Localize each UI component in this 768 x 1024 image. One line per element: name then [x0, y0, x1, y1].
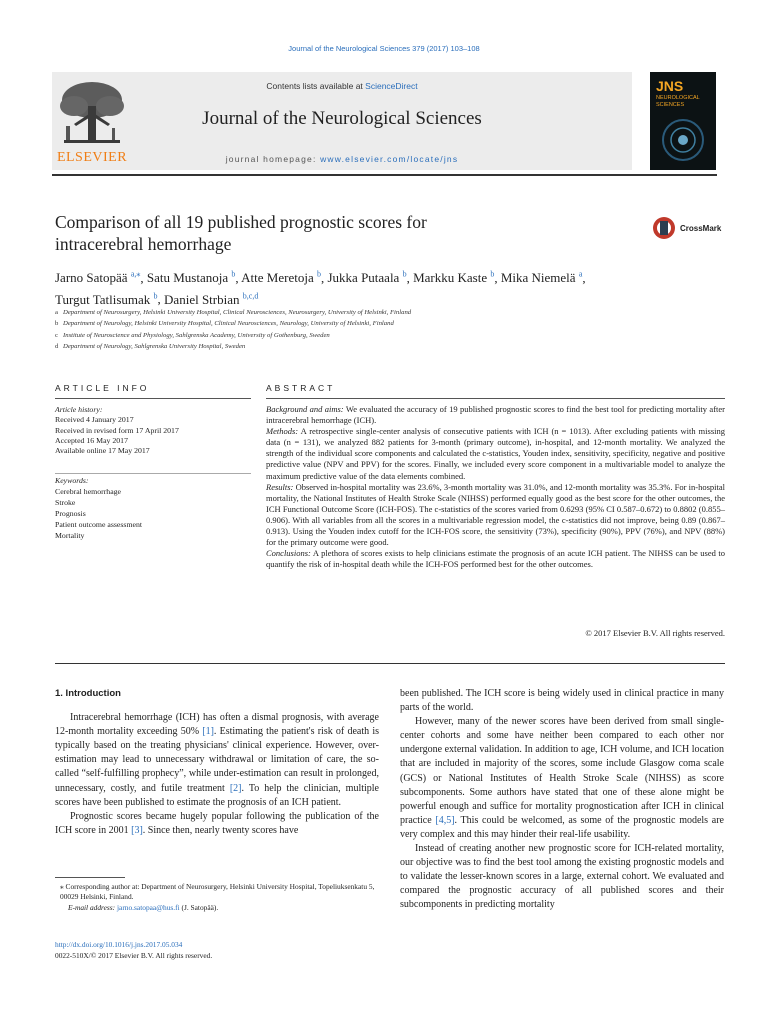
abstract-background: Background and aims: We evaluated the accuracy of 19 published prognostic scores to find the best tool for predicting mortality after intracerebral hemorrhage (ICH). — [266, 404, 725, 426]
body-column-right — [400, 687, 724, 913]
affiliation-item: d Department of Neurology, Sahlgrenska University Hospital, Sweden — [55, 343, 246, 351]
footnote-text: ⁎ Corresponding author at: Department of Neurosurgery, Helsinki University Hospital, Topeliuksenkatu 5, 00029 Helsinki, Finland. — [60, 882, 375, 902]
journal-cover-image — [650, 72, 716, 170]
abstract-bottom-divider — [55, 663, 725, 664]
abstract-divider — [266, 398, 725, 399]
keyword-item: Mortality — [55, 530, 85, 540]
cover-subtitle: NEUROLOGICAL SCIENCES — [656, 95, 700, 108]
author[interactable]: Satu Mustanoja $^b$ — [146, 270, 236, 286]
keywords-divider — [55, 473, 251, 474]
section-heading-introduction: 1. Introduction — [55, 688, 121, 699]
author[interactable]: Turgut Tatlisumak $^b$ — [55, 291, 158, 307]
abstract-copyright: © 2017 Elsevier B.V. All rights reserved. — [585, 628, 725, 638]
reference-link[interactable]: [3] — [131, 824, 143, 836]
crossmark-button[interactable] — [652, 213, 727, 245]
author[interactable]: Jarno Satopää $^{a,⁎}$ — [55, 270, 141, 286]
reference-link[interactable]: [2] — [229, 782, 242, 794]
affiliation-item: b Department of Neurology, Helsinki University Hospital, Clinical Neurosciences, Neurology, University of Helsinki, Finland — [55, 320, 394, 328]
masthead-divider — [52, 174, 717, 176]
footnote-email-line: E-mail address: jarno.satopaa@hus.fi (J. Satopää). — [68, 902, 219, 912]
cover-graphic-icon — [658, 112, 708, 167]
author[interactable]: Mika Niemelä $^a$ — [500, 270, 583, 286]
history-label: Article history: — [55, 405, 103, 414]
author[interactable]: Daniel Strbian $^{b,c,d}$ — [164, 291, 259, 307]
journal-title: Journal of the Neurological Sciences — [202, 108, 482, 129]
keyword-item: Prognosis — [55, 508, 86, 518]
article-info-divider — [55, 398, 251, 399]
reference-link[interactable]: [4,5] — [435, 814, 455, 826]
doi-block — [55, 940, 212, 961]
reference-link[interactable]: [1] — [202, 726, 214, 738]
body-paragraph: However, many of the newer scores have been derived from small single-center cohorts and some have neither been compared to each other nor undergone external validation. In addition to age, ICH volume, and ICH location that are included in majority of the scores, some include Glasgow coma scale (GCS) or National Institutes of Health Stroke Scale (NIHSS) as score subcomponents. Some authors have stated that one of these alone might be powerful enough and suffice for mortality prognostication after ICH in clinical practice [4,5]. This could be welcomed, as some of the prognostic models are very complex and this may hinder their real-life usability. — [400, 716, 724, 840]
doi-link[interactable]: http://dx.doi.org/10.1016/j.jns.2017.05.034 — [55, 940, 183, 949]
journal-homepage-link[interactable]: www.elsevier.com/locate/jns — [320, 154, 459, 164]
title-line-1: Comparison of all 19 published prognostic scores for — [55, 212, 427, 232]
title-line-2: intracerebral hemorrhage — [55, 234, 232, 254]
crossmark-label: CrossMark — [680, 224, 722, 233]
contents-prefix: Contents lists available at — [266, 81, 366, 91]
sciencedirect-link[interactable]: ScienceDirect — [365, 81, 418, 91]
journal-citation-link[interactable]: Journal of the Neurological Sciences 379 (2017) 103–108 — [288, 44, 480, 53]
abstract-results: Results: Observed in-hospital mortality was 23.6%, 3-month mortality was 31.0%, and 12-month mortality was 35.3%. For in-hospital mortality, the National Institutes of Health Stroke Scale (NIHSS) performed equally good as the best score for the other outcomes, the ICH Functional Outcome Score (ICH-FOS). The c-statistics of the scores varied from 0.6293 (95% CI 0.587–0.672) to 0.8802 (0.855–0.906). With all variables from all the scores in a multivariable regression model, the c-statistics did not improve, being 0.89 (0.867–0.913). Using the Youden index cutoff for the ICH-FOS score, the sensitivity (73%), specificity (90%), PPV (76%), and NPV (88%) for the primary outcome were good. — [266, 481, 725, 548]
article-history — [55, 405, 251, 456]
keyword-item: Cerebral hemorrhage — [55, 486, 122, 496]
author[interactable]: Markku Kaste $^b$ — [413, 270, 495, 286]
author[interactable]: Atte Meretoja $^b$ — [241, 270, 321, 286]
history-item: Received in revised form 17 April 2017 — [55, 425, 179, 435]
contents-available-line — [52, 81, 632, 91]
article-info-heading: ARTICLE INFO — [55, 383, 150, 393]
cover-logo: JNS — [656, 78, 684, 94]
body-column-left — [55, 687, 379, 838]
journal-homepage-line — [52, 154, 632, 164]
email-link[interactable]: jarno.satopaa@hus.fi — [117, 902, 180, 912]
history-item: Accepted 16 May 2017 — [55, 435, 128, 445]
keyword-item: Stroke — [55, 497, 76, 507]
abstract-methods: Methods: A retrospective single-center analysis of consecutive patients with ICH (n = 1013). After excluding patients with missing data (n = 131), we analyzed 882 patients for 3-month (primary outcome), in-hospital, and 12-month mortality. We analyzed the strength of the individual score components and calculated the c-statistics, Youden index, sensitivity, specificity, negative and positive predictive value (NPV and PPV) for the scores. Finally, we included every score component in a multivariable model to analyze the maximum predictive value of the data elements combined. — [266, 426, 725, 481]
body-paragraph: Intracerebral hemorrhage (ICH) has often a dismal prognosis, with average 12-month mortality exceeding 50% [1]. Estimating the patient's risk of death is typically based on the treating physicians' clinical experience. However, over-estimation may lead to unnecessary withdrawal or limitation of care, the so-called “self-fulfilling prophecy”, while under-estimation can result in prolonged, unnecessary, costly, and futile treatment [2]. To help the clinician, multiple scores have been published to estimate the prognosis of an ICH patient. — [55, 712, 379, 808]
affiliation-item: a Department of Neurosurgery, Helsinki University Hospital, Clinical Neurosciences, Neurosurgery, University of Helsinki, Finland — [55, 309, 412, 316]
issn-line: 0022-510X/© 2017 Elsevier B.V. All rights reserved. — [55, 950, 213, 960]
abstract-heading: ABSTRACT — [266, 383, 336, 393]
publisher-wordmark: ELSEVIER — [56, 150, 128, 165]
history-item: Available online 17 May 2017 — [55, 446, 150, 456]
footnote-divider — [55, 877, 125, 878]
crossmark-icon — [652, 213, 676, 243]
affiliation-list — [55, 307, 720, 353]
abstract-conclusions: Conclusions: A plethora of scores exists to help clinicians estimate the prognosis of an acute ICH patient. The NIHSS can be used to quantify the risk of in-hospital death while the ICH-FOS performed best for the other outcomes. — [266, 548, 725, 570]
corresponding-author-footnote — [60, 882, 390, 913]
keyword-item: Patient outcome assessment — [55, 519, 143, 529]
history-item: Received 4 January 2017 — [55, 415, 134, 425]
author[interactable]: Jukka Putaala $^b$ — [327, 270, 407, 286]
body-paragraph: Prognostic scores became hugely popular following the publication of the ICH score in 2001 [3]. Since then, nearly twenty scores have — [55, 810, 379, 836]
author-list: Jarno Satopää $^{a,⁎}$, Satu Mustanoja $^b$, Atte Meretoja $^b$, Jukka Putaala $^b$, Markku Kaste $^b$, Mika Niemelä $^a$, Turgut Tatlisumak $^b$, Daniel Strbian $^{b,c,d}$ — [55, 270, 586, 307]
keywords-label: Keywords: — [55, 476, 89, 485]
keywords-list — [55, 476, 251, 541]
affiliation-item: c Institute of Neuroscience and Physiology, Sahlgrenska Academy, University of Gothenburg, Sweden — [55, 331, 330, 339]
article-title — [55, 211, 575, 255]
body-paragraph: Instead of creating another new prognostic score for ICH-related mortality, our objective was to find the best tool among the existing prognostic models and to validate the lesser-known scores in a large, external cohort. We evaluated and compared the prognostic accuracy of all published scores and their subcomponents in predicting mortality — [400, 843, 724, 911]
body-paragraph: been published. The ICH score is being widely used in clinical practice in many parts of the world. — [400, 688, 724, 714]
homepage-prefix: journal homepage: — [225, 154, 321, 164]
abstract-body — [266, 404, 725, 570]
